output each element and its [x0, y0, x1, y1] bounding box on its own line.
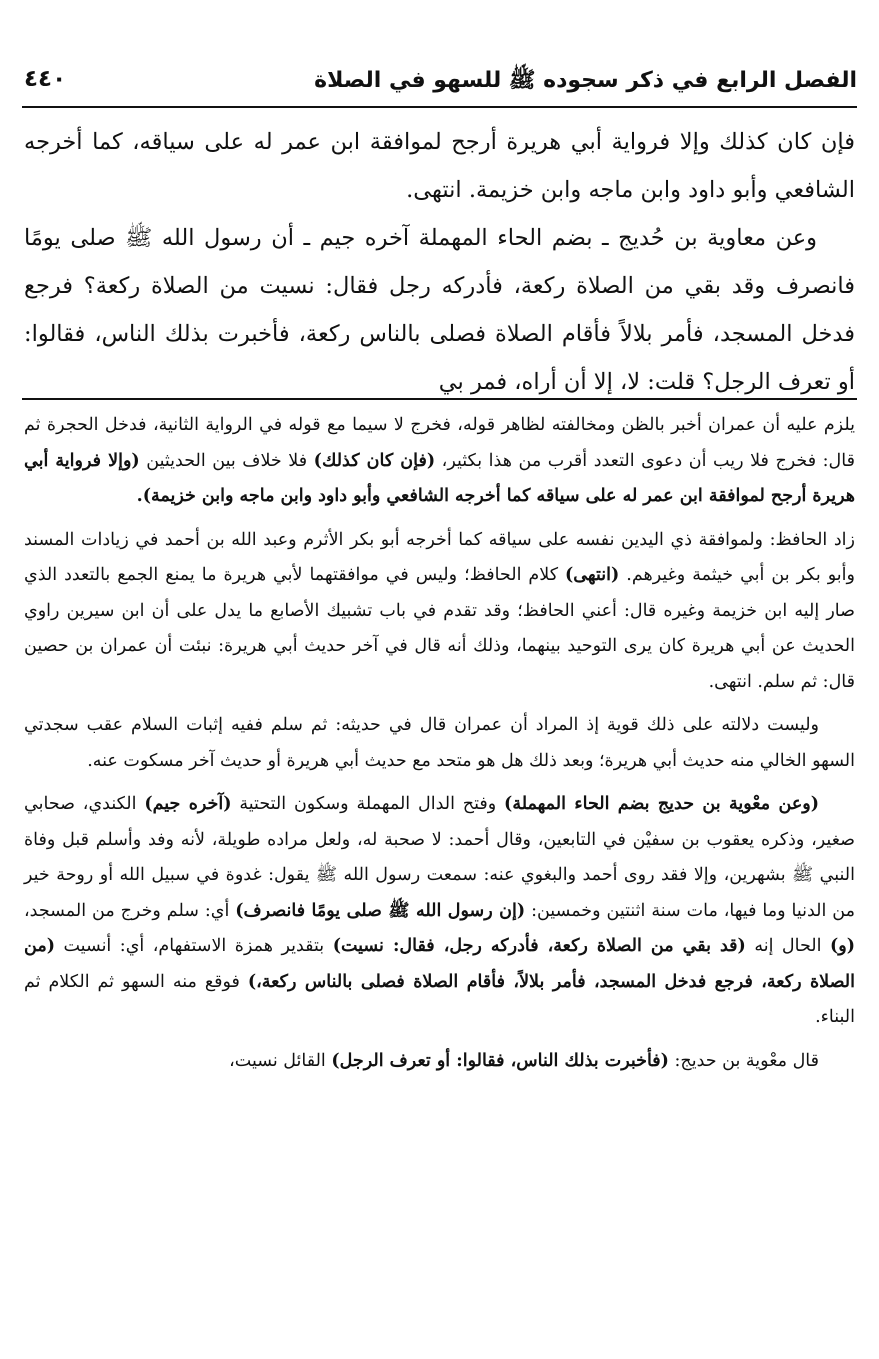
plain-text: زاد الحافظ: ولموافقة ذي اليدين نفسه على سياقه كما أخرجه أبو بكر الأثرم وعبد الله بن أحمد في زيادات المسند وأبو بكر بن أبي خيثمة وغيرهم. [24, 529, 855, 585]
plain-text: قال معْوية بن حديج: [668, 1050, 819, 1071]
page-number: ٤٤٠ [24, 66, 67, 92]
quoted-text: (فإن كان كذلك) [313, 450, 436, 471]
commentary-paragraph [24, 1044, 855, 1080]
quoted-text: (قد بقي من الصلاة ركعة، فأدركه رجل، فقال: نسيت) [332, 936, 746, 956]
quoted-text: (انتهى) [565, 565, 620, 585]
commentary-paragraph [24, 523, 855, 701]
plain-text: الحال إنه [745, 936, 830, 956]
plain-text: فلا خلاف بين الحديثين [139, 450, 314, 471]
commentary-paragraph [24, 787, 855, 1036]
plain-text: أي: سلم وخرج من المسجد، [24, 900, 236, 921]
quoted-text: (من الصلاة ركعة، فرجع فدخل المسجد، فأمر بلالاً، فأقام الصلاة فصلى بالناس ركعة،) [24, 936, 855, 992]
plain-text: القائل نسيت، [229, 1050, 332, 1071]
quoted-text: (وعن معْوية بن حديج بضم الحاء المهملة) [504, 794, 819, 814]
quoted-text: (فأخبرت بذلك الناس، فقالوا: أو تعرف الرجل) [331, 1050, 669, 1071]
chapter-title: الفصل الرابع في ذكر سجوده ﷺ للسهو في الصلاة [314, 68, 857, 93]
plain-text: الكندي، صحابي صغير، وذكره يعقوب بن سفيْن في التابعين، وقال أحمد: لا صحبة له، ولعل مراده طويلة، لأنه وفد وأسلم قبل وفاة النبي ﷺ بشهرين، وإلا فقد روى أحمد والبغوي عنه: سمعت رسول الله ﷺ يقول: غدوة في سبيل الله أو روحة خير من الدنيا وما فيها، مات سنة اثنتين وخمسين: [24, 794, 855, 921]
quoted-text: (آخره جيم) [144, 794, 232, 814]
plain-text: كلام الحافظ؛ وليس في موافقتهما لأبي هريرة ما يمنع الجمع بالتعدد الذي صار إليه ابن خزيمة وغيره قال: أعني الحافظ؛ وقد تقدم في باب تشبيك الأصابع ما يدل على أن ابن سيرين راوي الحديث عن أبي هريرة كان يرى التوحيد بينهما، وذلك أنه قال في آخر حديث أبي هريرة: نبئت أن عمران بن حصين قال: ثم سلم. انتهى. [24, 565, 855, 692]
main-paragraph: فإن كان كذلك وإلا فرواية أبي هريرة أرجح لموافقة ابن عمر له على سياقه، كما أخرجه الشافعي وأبو داود وابن ماجه وابن خزيمة. انتهى. [24, 129, 855, 203]
main-text [24, 118, 855, 406]
footnote-divider [22, 398, 857, 400]
quoted-text: (إن رسول الله ﷺ صلى يومًا فانصرف) [235, 900, 526, 921]
commentary-paragraph [24, 408, 855, 515]
main-paragraph: وعن معاوية بن حُديج ـ بضم الحاء المهملة آخره جيم ـ أن رسول الله ﷺ صلى يومًا فانصرف وقد بقي من الصلاة ركعة، فأدركه رجل فقال: نسيت من الصلاة ركعة؟ فرجع فدخل المسجد، فأمر بلالاً فأقام الصلاة فصلى بالناس ركعة، فأخبرت بذلك الناس، فقالوا: أو تعرف الرجل؟ قلت: لا، إلا أن أراه، فمر بي [24, 225, 855, 395]
page-header [22, 62, 857, 108]
quoted-text: (و) [829, 936, 855, 956]
plain-text: وفتح الدال المهملة وسكون التحتية [231, 794, 505, 814]
plain-text: بتقدير همزة الاستفهام، أي: أنسيت [54, 936, 333, 956]
plain-text: يلزم عليه أن عمران أخبر بالظن ومخالفته لظاهر قوله، فخرج لا سيما مع قوله في الرواية الثانية، فدخل الحجرة ثم قال: فخرج فلا ريب أن دعوى التعدد أقرب من هذا بكثير، [24, 415, 855, 471]
quoted-text: (وإلا فرواية أبي هريرة أرجح لموافقة ابن عمر له على سياقه كما أخرجه الشافعي وأبو داود وابن ماجه وابن خزيمة). [24, 450, 855, 506]
commentary [24, 408, 855, 1087]
commentary-paragraph: وليست دلالته على ذلك قوية إذ المراد أن عمران قال في حديثه: ثم سلم ففيه إثبات السلام عقب سجدتي السهو الخالي منه حديث أبي هريرة؛ وبعد ذلك هل هو متحد مع حديث أبي هريرة أو حديث آخر مسكوت عنه. [24, 715, 855, 771]
plain-text: فوقع منه السهو ثم الكلام ثم البناء. [24, 971, 855, 1027]
